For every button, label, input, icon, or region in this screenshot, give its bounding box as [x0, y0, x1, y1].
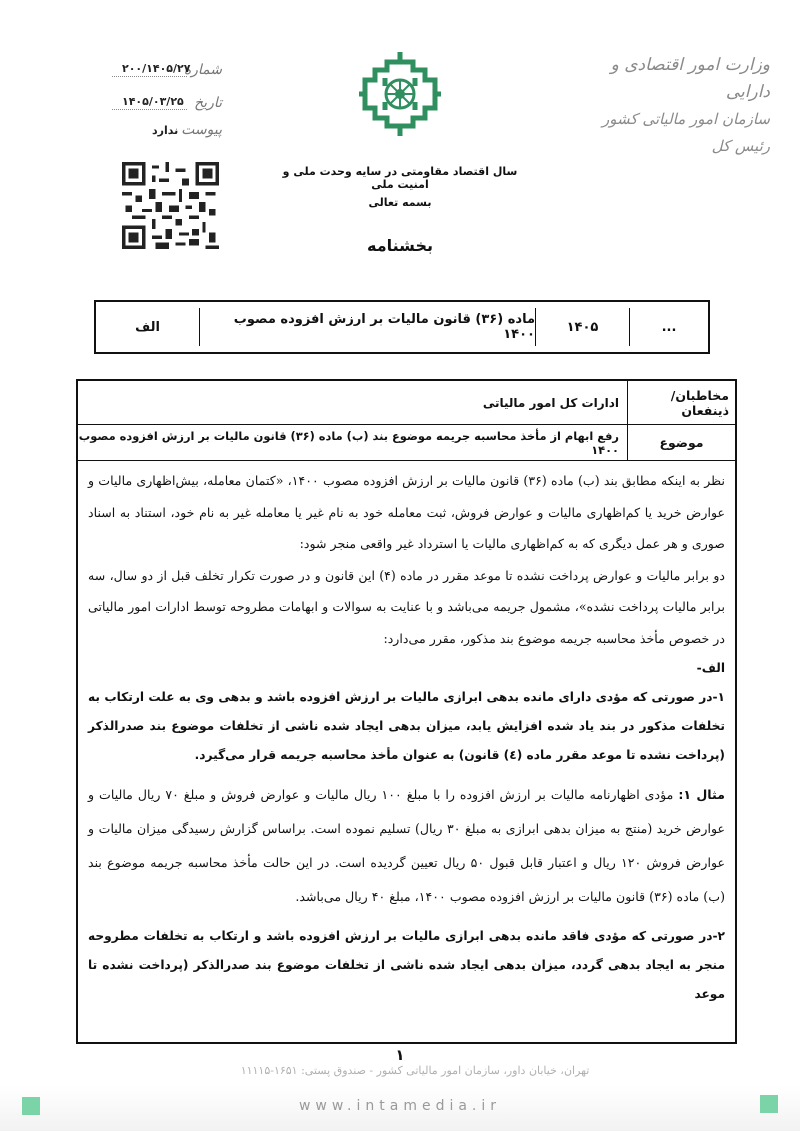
paragraph-penalty: دو برابر مالیات و عوارض پرداخت نشده تا موعد مقرر در ماده (۴) این قانون و در صورت تکرار تخلف قبل از دو سال، سه برابر مالیات پرداخت نشده»، مشمول جریمه می‌باشد و با عنایت به سوالات و ابهامات مطروحه توسط ادارات امور مالیاتی در خصوص مأخذ محاسبه جریمه موضوع بند مذکور، مقرر می‌دارد: [88, 567, 726, 646]
organization-name: سازمان امور مالیاتی کشور [602, 110, 770, 128]
attachment-row [112, 122, 222, 140]
accent-square-right [760, 1095, 778, 1113]
ref-subject: ماده (۳۶) قانون مالیات بر ارزش افزوده مصوب ۱۴۰۰ [199, 308, 535, 346]
date-row [112, 95, 222, 113]
page-number: ۱ [395, 1046, 405, 1064]
ministry-header [565, 52, 770, 160]
letter-number-label: شماره [183, 62, 222, 78]
subject-value: رفع ابهام از مأخذ محاسبه جریمه موضوع بند (ب) ماده (۳۶) قانون مالیات بر ارزش افزوده مصوب ۱۴۰۰ [78, 428, 619, 457]
ref-year: ۱۴۰۵ [535, 308, 629, 346]
circular-body [78, 461, 735, 1009]
accent-square-left [22, 1097, 40, 1115]
date-label: تاریخ [194, 95, 222, 111]
example-label: مثال ۱: [678, 787, 725, 802]
ministry-name: وزارت امور اقتصادی و دارایی [610, 55, 770, 102]
footer-address: تهران، خیابان داور، سازمان امور مالیاتی کشور - صندوق پستی: ۱۶۵۱-۱۱۱۱۵ [240, 1064, 590, 1077]
example-1 [88, 778, 725, 914]
addressee-row [78, 381, 735, 425]
circular-table [76, 379, 737, 1044]
attachment-label: پیوست [181, 122, 222, 138]
page-title: بخشنامه [367, 236, 433, 255]
year-slogan: سال اقتصاد مقاومتی در سایه وحدت ملی و امنیت ملی [282, 165, 518, 191]
head-title: رئیس کل [711, 137, 770, 155]
paragraph-intro: نظر به اینکه مطابق بند (ب) ماده (۳۶) قانون مالیات بر ارزش افزوده مصوب ۱۴۰۰، «کتمان معامله، بیش‌اظهاری مالیات و عوارض خرید یا کم‌اظهاری مالیات و عوارض فروش، ثبت معامله خود به نام غیر یا معامله غیر به نام خود، استناد به اسناد صوری و هر عمل دیگری که به کم‌اظهاری مالیات یا استرداد غیر واقعی منجر شود: [88, 473, 725, 551]
subject-label: موضوع [627, 425, 735, 460]
reference-table [94, 300, 710, 354]
ref-code: الف [135, 319, 160, 335]
subject-row [78, 425, 735, 461]
attachment-value: ندارد [152, 124, 179, 137]
date-value: ۱۴۰۵/۰۳/۲۵ [122, 95, 184, 108]
letter-number-row [112, 62, 222, 80]
item-2: ۲-در صورتی که مؤدی فاقد مانده بدهی ابرازی مالیات بر ارزش افزوده باشد و ارتکاب به تخلفات مطروحه منجر به ایجاد بدهی گردد، میزان بدهی ایجاد شده ناشی از تخلفات موضوع بند صدرالذکر (پرداخت نشده تا موعد [88, 929, 725, 1001]
dotted-line [112, 76, 187, 77]
addressee-label: مخاطبان/ ذینفعان [627, 381, 735, 424]
qr-code-icon [122, 162, 219, 249]
dotted-line [112, 109, 187, 110]
addressee-value: ادارات کل امور مالیاتی [482, 395, 619, 410]
item-1: ۱-در صورتی که مؤدی دارای مانده بدهی ابرازی مالیات بر ارزش افزوده باشد و بدهی وی به علت ارتکاب به تخلفات مذکور در بند یاد شده افزایش یابد، میزان بدهی ایجاد شده ناشی از تخلفات موضوع بند صدرالذکر (پرداخت نشده تا موعد مقرر ماده (٤) قانون) به عنوان مأخذ محاسبه جریمه قرار می‌گیرد. [88, 690, 725, 762]
section-alef: الف- [696, 661, 725, 675]
tax-organization-logo [355, 48, 445, 140]
ref-dots: ... [629, 308, 708, 346]
letter-number-value: ۲۰۰/۱۴۰۵/۲۷ [122, 62, 191, 75]
website-link[interactable]: www.intamedia.ir [298, 1098, 502, 1114]
basmala: بسمه تعالی [368, 196, 432, 209]
example-text: مؤدی اظهارنامه مالیات بر ارزش افزوده را با مبلغ ۱۰۰ ریال مالیات و عوارض فروش و مبلغ ۷۰ ریال مالیات و عوارض خرید (منتج به میزان بدهی ابرازی به مبلغ ۳۰ ریال) تسلیم نموده است. براساس گزارش رسیدگی میزان مالیات و عوارض فروش ۱۲۰ ریال و اعتبار قابل قبول ۵۰ ریال تعیین گردیده است. در این حالت مأخذ محاسبه جریمه موضوع بند (ب) ماده (۳۶) قانون مالیات بر ارزش افزوده مصوب ۱۴۰۰، مبلغ ۴۰ ریال می‌باشد. [88, 787, 725, 904]
